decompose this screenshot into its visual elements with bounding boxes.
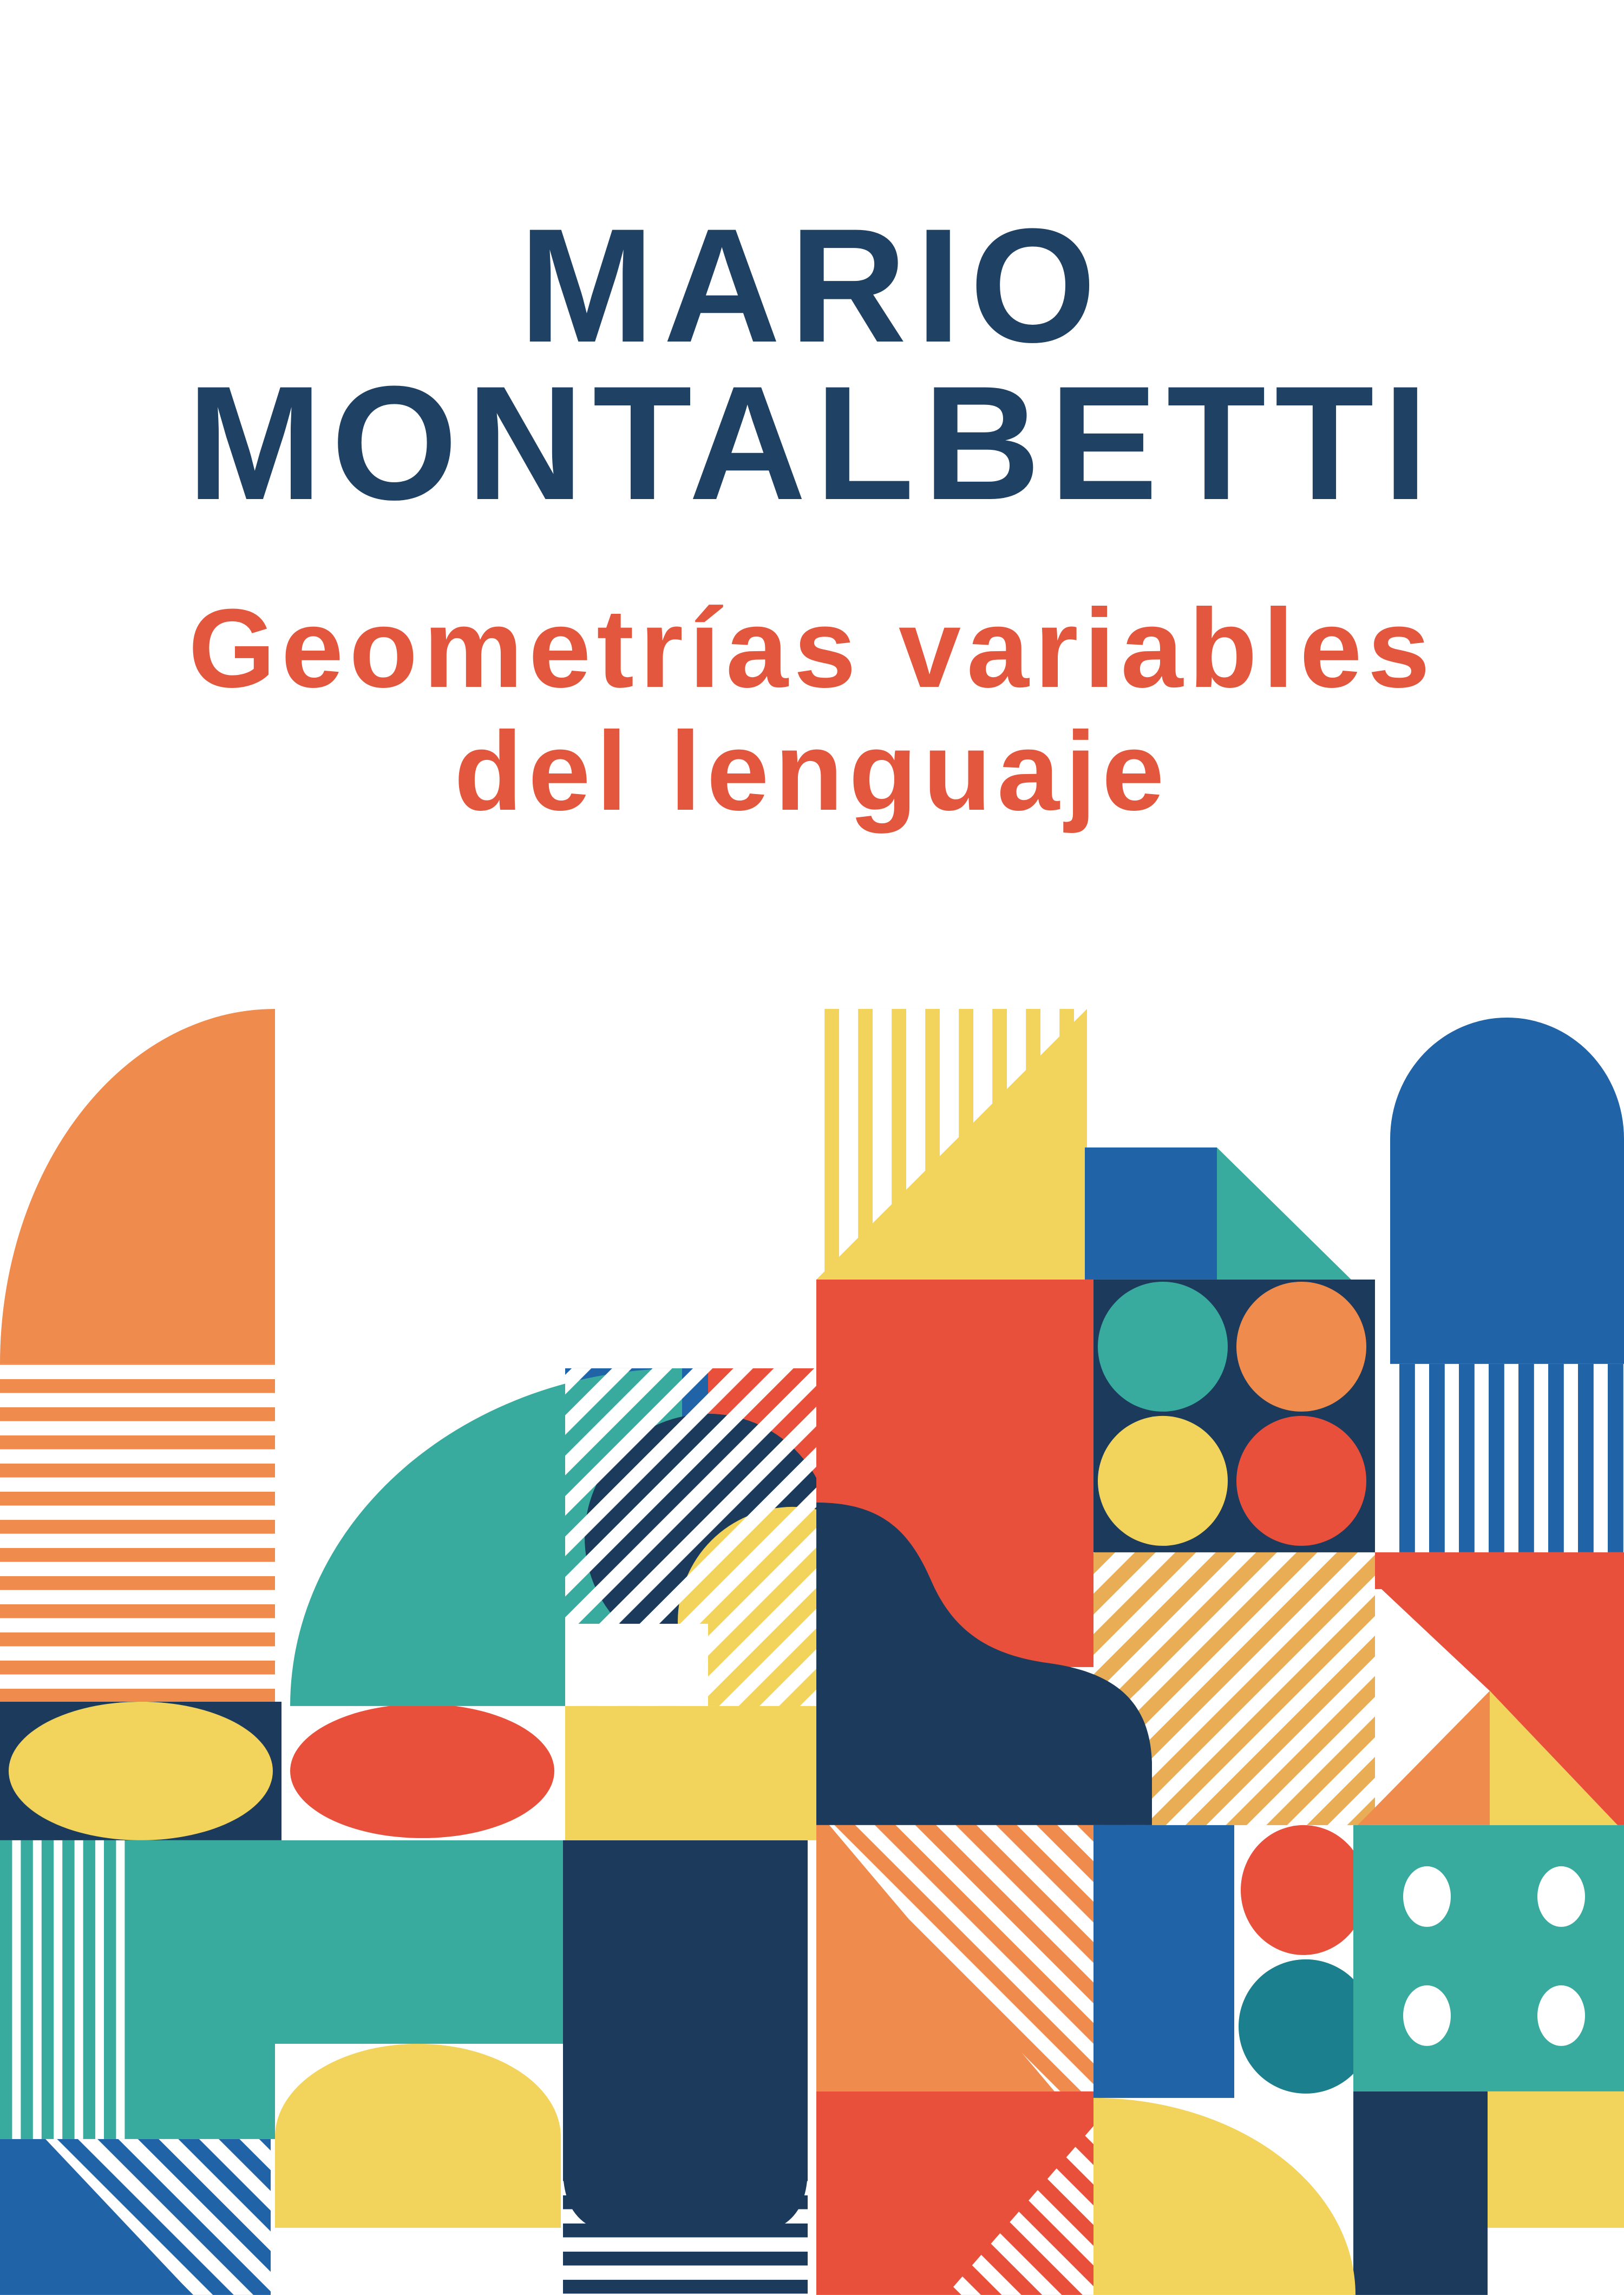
art-shape bbox=[565, 1706, 816, 1840]
art-shape bbox=[1403, 1985, 1451, 2046]
art-shape bbox=[1217, 1148, 1351, 1280]
art-shape bbox=[290, 1704, 554, 1838]
book-title bbox=[0, 587, 1624, 832]
art-shape bbox=[1537, 1866, 1585, 1927]
art-shape bbox=[1093, 2098, 1355, 2295]
book-title-line-2: del lenguaje bbox=[454, 708, 1170, 834]
geometric-shapes bbox=[0, 1009, 1624, 2295]
art-shape bbox=[1358, 1691, 1490, 1825]
art-shape bbox=[1093, 1825, 1234, 2098]
art-shape bbox=[9, 1702, 273, 1840]
art-shape bbox=[1403, 1866, 1451, 1927]
art-shape bbox=[0, 1009, 275, 1364]
art-shape bbox=[0, 1364, 275, 1702]
art-shape bbox=[1353, 1825, 1624, 2091]
art-shape bbox=[1085, 1148, 1217, 1280]
art-shape bbox=[563, 1840, 808, 2234]
art-shape bbox=[1353, 2091, 1488, 2295]
art-shape bbox=[134, 1840, 275, 2139]
art-shape bbox=[1488, 2091, 1624, 2228]
book-title-line-1: Geometrías variables bbox=[188, 586, 1436, 711]
author-name bbox=[0, 194, 1624, 534]
art-shape bbox=[1098, 1416, 1228, 1546]
art-shape bbox=[1386, 1364, 1624, 1552]
author-line-2: MONTALBETTI bbox=[187, 351, 1437, 534]
art-shape bbox=[1239, 1959, 1373, 2094]
art-shape bbox=[1236, 1282, 1366, 1412]
art-shape bbox=[565, 1368, 816, 1706]
art-shape bbox=[0, 1840, 134, 2139]
art-shape bbox=[1390, 1018, 1624, 1364]
art-shape bbox=[1236, 1416, 1366, 1546]
art-shape bbox=[1537, 1985, 1585, 2046]
art-shape bbox=[275, 2044, 561, 2228]
art-shape bbox=[1241, 1825, 1366, 1955]
art-shape bbox=[275, 1840, 563, 2044]
art-shape bbox=[1098, 1282, 1228, 1412]
author-line-1: MARIO bbox=[519, 194, 1105, 376]
